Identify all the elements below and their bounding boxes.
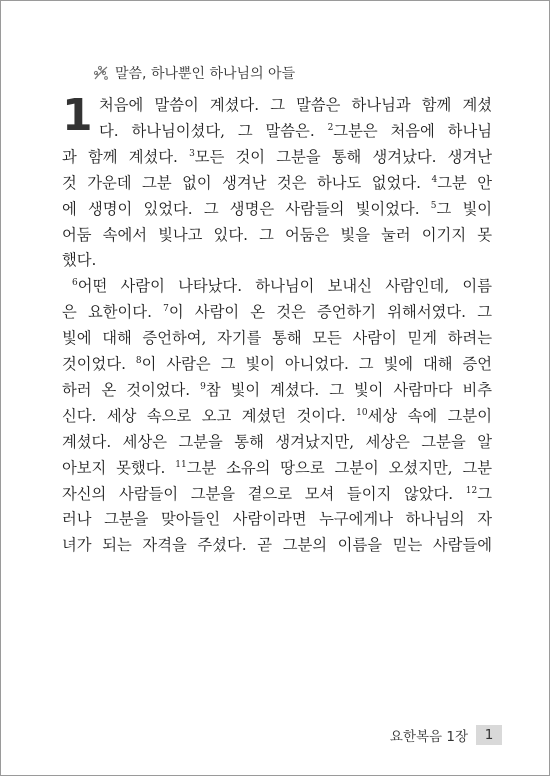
verse-number: 6 (72, 278, 78, 289)
verse-text: 녀가 되는 자격을 주셨다. 곧 그분의 이름을 믿는 사람들에 (62, 536, 492, 555)
verse-text: 빛에 대해 증언하여, 자기를 통해 모든 사람이 믿게 하려는 (62, 329, 492, 348)
footer-book-chapter: 요한복음 1장 (389, 729, 468, 745)
footer-page-number: 1 (476, 725, 502, 745)
text-line (62, 147, 492, 167)
verse-number: 5 (430, 200, 437, 211)
verse-text: 것 가운데 그분 없이 생겨난 것은 하나도 없었다. (62, 173, 432, 192)
verse-number: 2 (327, 122, 334, 133)
section-heading (92, 63, 295, 83)
verse-text: 다. 하나님이셨다, 그 말씀은. (99, 121, 328, 140)
text-line (62, 535, 492, 555)
verse-number: 4 (431, 174, 438, 185)
verse-text: 은 요한이다. (62, 303, 164, 322)
verse-text: 아보지 못했다. (62, 458, 176, 477)
text-line (62, 199, 492, 219)
verse-text: 그분은 처음에 하나님 (333, 121, 492, 140)
verse-number: 10 (356, 407, 368, 418)
verse-number: 7 (163, 304, 169, 315)
verse-text: 그분 소유의 땅으로 그분이 오셨지만, 그분 (186, 458, 493, 477)
page-footer (390, 725, 502, 745)
text-line (62, 432, 492, 452)
verse-text: 어둠 속에서 빛나고 있다. 그 어둠은 빛을 눌러 이기지 못 (62, 225, 492, 244)
text-line (62, 250, 492, 270)
text-line (62, 302, 492, 322)
text-line (62, 406, 492, 426)
text-line (62, 225, 492, 245)
verse-text: 처음에 말씀이 계셨다. 그 말씀은 하나님과 함께 계셨 (99, 96, 492, 114)
verse-text: 했다. (62, 251, 97, 270)
verse-text: 이 사람이 온 것은 증언하기 위해서였다. 그 (168, 303, 492, 322)
text-line (62, 458, 492, 478)
chapter-number: 1 (62, 90, 93, 141)
verse-text: 하러 온 것이었다. (62, 380, 201, 399)
verse-text: 참 빛이 계셨다. 그 빛이 사람마다 비추 (205, 380, 492, 399)
verse-text: 계셨다. 세상은 그분을 통해 생겨났지만, 세상은 그분을 알 (62, 432, 492, 451)
text-line (62, 354, 492, 374)
verse-text: 에 생명이 있었다. 그 생명은 사람들의 빛이었다. (62, 199, 431, 218)
verse-number: 3 (189, 148, 195, 159)
text-line (62, 380, 492, 400)
verse-text: 자신의 사람들이 그분을 곁으로 모셔 들이지 않았다. (62, 484, 466, 503)
verse-text: 이 사람은 그 빛이 아니었다. 그 빛에 대해 증언 (141, 355, 492, 373)
verse-text: 세상 속에 그분이 (367, 406, 492, 425)
verse-number: 11 (175, 459, 187, 470)
verse-text: 모든 것이 그분을 통해 생겨났다. 생겨난 (194, 147, 492, 166)
text-line (99, 121, 492, 141)
verse-text: 것이었다. (62, 355, 136, 373)
section-title: 말씀, 하나뿐인 하나님의 아들 (115, 66, 296, 82)
text-line (62, 173, 492, 193)
text-line (72, 276, 492, 296)
sprig-ornament-icon (92, 64, 110, 82)
text-line (62, 509, 492, 529)
verse-text: 과 함께 계셨다. (62, 147, 190, 166)
verse-text: 그 (477, 484, 492, 503)
text-line (62, 484, 492, 504)
verse-number: 8 (135, 355, 142, 366)
verse-text: 그 빛이 (436, 199, 492, 218)
verse-text: 어떤 사람이 나타났다. 하나님이 보내신 사람인데, 이름 (77, 277, 492, 296)
verse-number: 9 (200, 381, 206, 392)
verse-text: 러나 그분을 맞아들인 사람이라면 누구에게나 하나님의 자 (62, 510, 492, 529)
verse-text: 그분 안 (437, 173, 492, 192)
verse-text: 신다. 세상 속으로 오고 계셨던 것이다. (62, 406, 357, 425)
text-line (99, 95, 492, 115)
text-line (62, 328, 492, 348)
verse-number: 12 (465, 485, 478, 496)
